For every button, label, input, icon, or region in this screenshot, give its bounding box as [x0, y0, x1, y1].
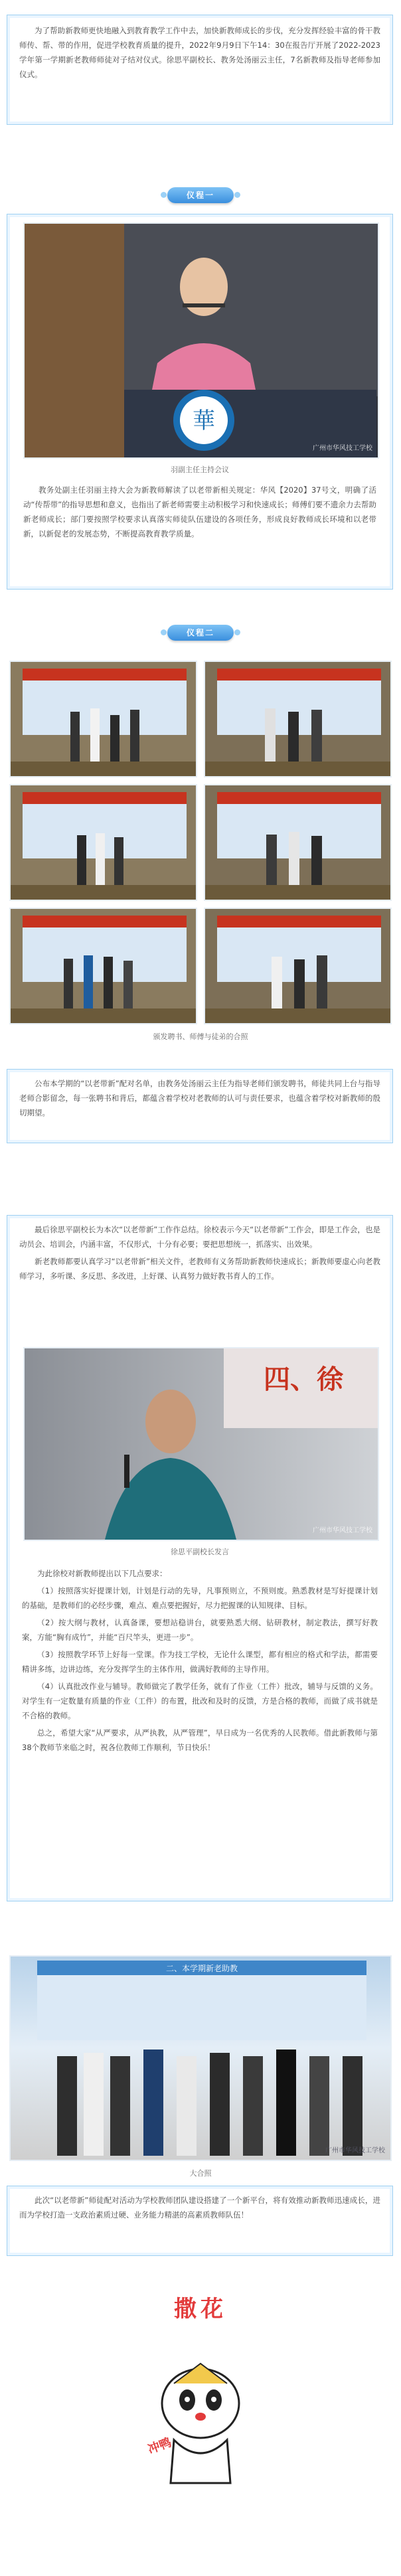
section-ribbon-2: [161, 621, 240, 645]
group-photo: [9, 1955, 392, 2161]
section3-card: [7, 1215, 393, 1901]
summary-paragraph-1: 最后徐思平副校长为本次“以老带新”工作作总结。徐校表示今天“以老带新”工作会，即是工作会，也是动员会、培训会，内涵丰富，不仅形式，十分有必要；要把思想统一，抓落实、出效果。: [19, 1225, 380, 1249]
ribbon-dot-icon: [234, 192, 240, 198]
meeting-photo: [23, 222, 379, 459]
intro-paragraph: 为了帮助新教师更快地融入到教育教学工作中去，加快新教师成长的步伐，充分发挥经验丰富的骨干教师传、帮、带的作用，促进学校教育质量的提升，2022年9月9日下午14：30在报告厅开展了2022-2023学年第一学期新老教师师徒对子结对仪式。徐思平副校长、教务处汤丽云主任，7名新教师及指导老师参加仪式。: [19, 26, 380, 79]
sticker-side-text: 冲鸭: [146, 2435, 174, 2457]
sticker-text: 撒花: [174, 2296, 227, 2322]
section4-paragraph: 此次“以老带新”师徒配对活动为学校教师团队建设搭建了一个新平台，将有效推动新教师迅速成长，进而为学校打造一支政治素质过硬、业务能力精湛的高素质教师队伍！: [19, 2196, 380, 2219]
celebration-sticker: [147, 2284, 254, 2549]
requirement-item: （4）认真批改作业与辅导。教师做完了教学任务，就有了作业（工件）批改，辅导与反馈的义务。对学生有一定数量有质量的作业（工件）的布置，批改和及时的反馈，方是合格的教师，而做了成书就是不合格的教师。: [22, 1682, 378, 1720]
svg-text:華: 華: [193, 408, 215, 434]
speaker-illustration: [25, 224, 379, 459]
pair-photo-6: [204, 908, 392, 1024]
pairing-photo-grid: [9, 661, 392, 1024]
intro-card: [7, 15, 393, 125]
section4-card: [7, 2186, 393, 2256]
photo-watermark: 广州市华风技工学校: [313, 445, 372, 452]
ribbon-dot-icon: [161, 629, 167, 635]
grid-caption: 颁发聘书、师傅与徒弟的合照: [153, 1032, 248, 1041]
vice-principal-caption: 徐思平副校长发言: [171, 1548, 229, 1556]
requirement-item: （1）按照落实好提课计划，计划是行动的先导，凡事预则立，不预则废。熟悉教材是写好提课计划的基础，是教师们的必经步骤，难点、难点要把握好，尽力把握课的认知规律、目标。: [22, 1586, 378, 1610]
pair-photo-2: [204, 661, 392, 777]
pair-photo-5: [9, 908, 197, 1024]
requirements-intro: 为此徐校对新教师提出以下几点要求：: [37, 1569, 167, 1578]
photo-caption: 羽副主任主持会议: [171, 465, 229, 474]
section1-paragraph: 教务处副主任羽丽主持大会为新教师解读了以老带新相关规定：华风【2020】37号文，明确了活动“传帮带”的指导思想和意义，也指出了新老师需要主动积极学习和快速成长；师傅们要不遗余力去帮助新老师成长；部门要按照学校要求认真落实师徒队伍建设的各项任务，形成良好教师成长环境和以老带新，以新促老的发展态势，不断提高教育教学质量。: [23, 485, 376, 538]
section2-card: [7, 1069, 393, 1143]
requirement-item: （2）按大纲与教材，认真备课，要想站稳讲台，就要熟悉大纲、钻研教材，制定教法，撰写好教案，方能“胸有成竹”，并能“百尺竿头，更进一步”。: [22, 1618, 378, 1642]
requirement-item: （3）按照教学环节上好每一堂课。作为技工学校，无论什么课型，都有相应的格式和学法，都需要精讲多练，边讲边练，充分发挥学生的主体作用，做满好教师的主导作用。: [22, 1650, 378, 1674]
group-photo-caption: 大合照: [189, 2169, 212, 2178]
svg-text:二、本学期新老助教: 二、本学期新老助教: [165, 1964, 238, 1973]
ribbon-dot-icon: [161, 192, 167, 198]
section2-paragraph: 公布本学期的“以老带新”配对名单，由教务处汤丽云主任为指导老师们颁发聘书，师徒共同上台与指导老师合影留念，每一张聘书和背后，都蕴含着学校对老教师的认可与责任要求，也蕴含着学校对新教师的殷切期望。: [19, 1079, 380, 1117]
ribbon-dot-icon: [234, 629, 240, 635]
summary-paragraph-2: 新老教师都要认真学习“以老带新”相关文件，老教师有义务帮助新教师快速成长；新教师要虚心向老教师学习，多听课、多反思、多改进，上好课、认真努力做好教书育人的工作。: [19, 1257, 380, 1281]
ribbon-label: 仪程一: [167, 187, 234, 203]
photo-watermark: 广州市华风技工学校: [313, 1527, 372, 1534]
section-ribbon-1: [161, 183, 240, 207]
ribbon-label: 仪程二: [167, 625, 234, 641]
pair-photo-4: [204, 784, 392, 901]
svg-text:四、徐: 四、徐: [264, 1364, 343, 1395]
closing-paragraph: 总之，希望大家“从严要求，从严执教，从严管理”，早日成为一名优秀的人民教师。借此新教师与第38个教师节来临之时，祝各位教师工作顺利，节日快乐！: [22, 1728, 378, 1752]
vice-principal-photo: [23, 1347, 379, 1541]
photo-watermark: 广州市华风技工学校: [325, 2147, 385, 2154]
pair-photo-3: [9, 784, 197, 901]
pair-photo-1: [9, 661, 197, 777]
section1-card: [7, 214, 393, 590]
